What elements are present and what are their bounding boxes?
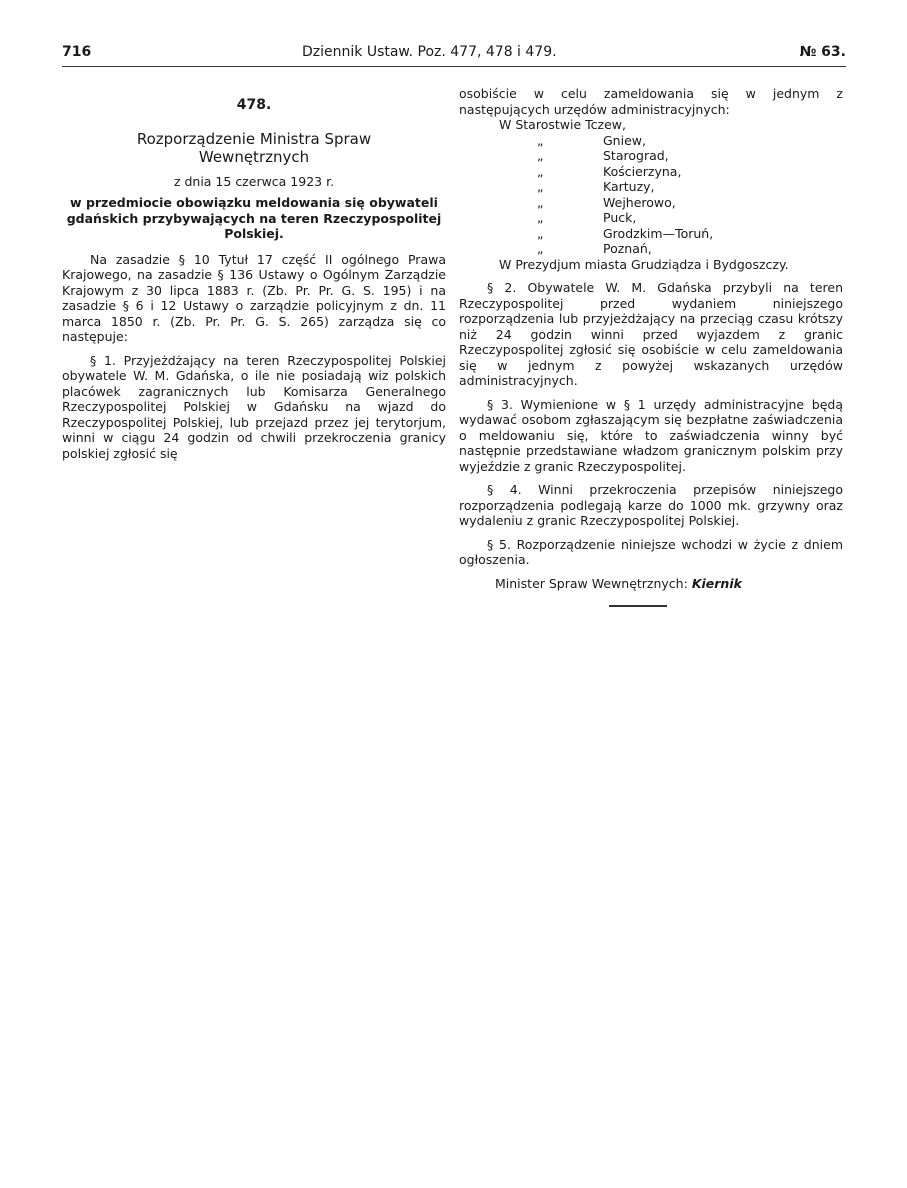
- section-1-label: § 1.: [90, 352, 116, 368]
- office-item: [459, 133, 843, 149]
- ditto-mark: „: [537, 132, 544, 148]
- office-name: Poznań,: [603, 241, 652, 256]
- office-name: Kościerzyna,: [603, 163, 682, 179]
- office-item: [459, 195, 843, 211]
- left-column: [62, 98, 446, 461]
- preamble: Na zasadzie § 10 Tytuł 17 część II ogólnego Prawa Krajowego, na zasadzie § 136 Ustawy o Ogólnym Zarządzie Krajowym z 30 lipca 1883 r. (Zb. Pr. Pr. G. S. 195) i na zasadzie § 6 i 12 Ustawy o zarządzie policyjnym z dn. 11 marca 1850 r. (Zb. Pr. Pr. G. S. 265) zarządza się co następuje:: [62, 251, 446, 344]
- office-name: Wejherowo,: [603, 194, 676, 210]
- section-4-label: § 4.: [487, 482, 522, 497]
- section-4-text: Winni przekroczenia przepisów niniejszego rozporządzenia podlegają karze do 1000 mk. grzywny oraz wydaleniu z granic Rzeczypospolitej Polskiej.: [459, 482, 843, 528]
- section-2-label: § 2.: [487, 280, 517, 295]
- regulation-subject: w przedmiocie obowiązku meldowania się obywateli gdańskich przybywających na teren Rzeczypospolitej Polskiej.: [66, 195, 442, 241]
- regulation-title-line-2: Wewnętrznych: [198, 147, 310, 166]
- presidium-line: W Prezydjum miasta Grudziądza i Bydgoszczy.: [499, 256, 789, 272]
- office-item: [459, 179, 843, 195]
- ditto-mark: „: [537, 148, 544, 163]
- section-5: [459, 537, 843, 568]
- section-3: [459, 397, 843, 475]
- issue-number: № 63.: [799, 44, 846, 60]
- right-column: [459, 86, 843, 607]
- header-rule: [62, 66, 846, 67]
- section-4: [459, 482, 843, 529]
- regulation-title-line-1: Rozporządzenie Ministra Spraw: [136, 129, 372, 148]
- section-3-text: Wymienione w § 1 urzędy administracyjne będą wydawać osobom zgłaszającym się bezpłatne zaświadczenia o meldowaniu się, które to zaświadczenia winny być następnie przedstawiane władzom granicznym polskim przy wyjeździe z granic Rzeczypospolitej.: [459, 396, 844, 474]
- section-2: [459, 280, 843, 389]
- position-number: 478.: [236, 97, 272, 113]
- end-rule: [609, 605, 667, 607]
- section-3-label: § 3.: [487, 396, 513, 412]
- section-1-continuation: osobiście w celu zameldowania się w jednym z następujących urzędów administracyjnych:: [459, 86, 843, 117]
- page-header: [62, 44, 846, 66]
- office-item: [459, 164, 843, 180]
- ditto-mark: „: [537, 241, 544, 256]
- section-5-label: § 5.: [487, 536, 511, 552]
- office-name: Puck,: [603, 210, 637, 225]
- signature-label: Minister Spraw Wewnętrznych:: [495, 575, 688, 591]
- office-name: Kartuzy,: [603, 179, 655, 194]
- section-1: [62, 353, 446, 462]
- office-name: Gniew,: [603, 132, 646, 148]
- office-item: [459, 226, 843, 242]
- office-item: [459, 241, 843, 257]
- page-number: 716: [62, 44, 92, 60]
- offices-intro: W Starostwie: [499, 117, 582, 132]
- journal-title: Dziennik Ustaw. Poz. 477, 478 i 479.: [302, 44, 557, 60]
- section-1-text: Przyjeżdżający na teren Rzeczypospolitej Polskiej obywatele W. M. Gdańska, o ile nie posiadają wiz polskich placówek zagranicznych lub Komisarza Generalnego Rzeczypospolitej Polskiej w Gdańsku na wjazd do Rzeczypospolitej Polskiej, lub przejazd przez jej terytorjum, winni w ciągu 24 godzin od chwili przekroczenia granicy polskiej zgłosić się: [62, 352, 446, 461]
- office-item: [459, 210, 843, 226]
- section-5-text: Rozporządzenie niniejsze wchodzi w życie z dniem ogłoszenia.: [459, 536, 843, 567]
- ditto-mark: „: [537, 194, 544, 210]
- signature: [459, 576, 843, 592]
- office-item: [459, 148, 843, 164]
- ditto-mark: „: [537, 210, 544, 225]
- ditto-mark: „: [537, 163, 544, 179]
- office-list: [459, 117, 843, 257]
- section-2-text: Obywatele W. M. Gdańska przybyli na teren Rzeczypospolitej przed wydaniem niniejszego rozporządzenia lub przyjeżdżający na przeciąg czasu krótszy niż 24 godzin winni przed wyjazdem z granic Rzeczypospolitej zgłosić się osobiście w celu zameldowania się w jednym z powyżej wskazanych urzędów administracyjnych.: [459, 280, 843, 388]
- office-name: Grodzkim—Toruń,: [603, 225, 714, 241]
- office-name: Tczew,: [585, 117, 626, 132]
- signature-name: Kiernik: [691, 575, 742, 591]
- office-name: Starograd,: [603, 148, 669, 163]
- regulation-date: z dnia 15 czerwca 1923 r.: [173, 173, 335, 189]
- ditto-mark: „: [537, 225, 544, 241]
- ditto-mark: „: [537, 179, 544, 194]
- office-item: [459, 117, 843, 133]
